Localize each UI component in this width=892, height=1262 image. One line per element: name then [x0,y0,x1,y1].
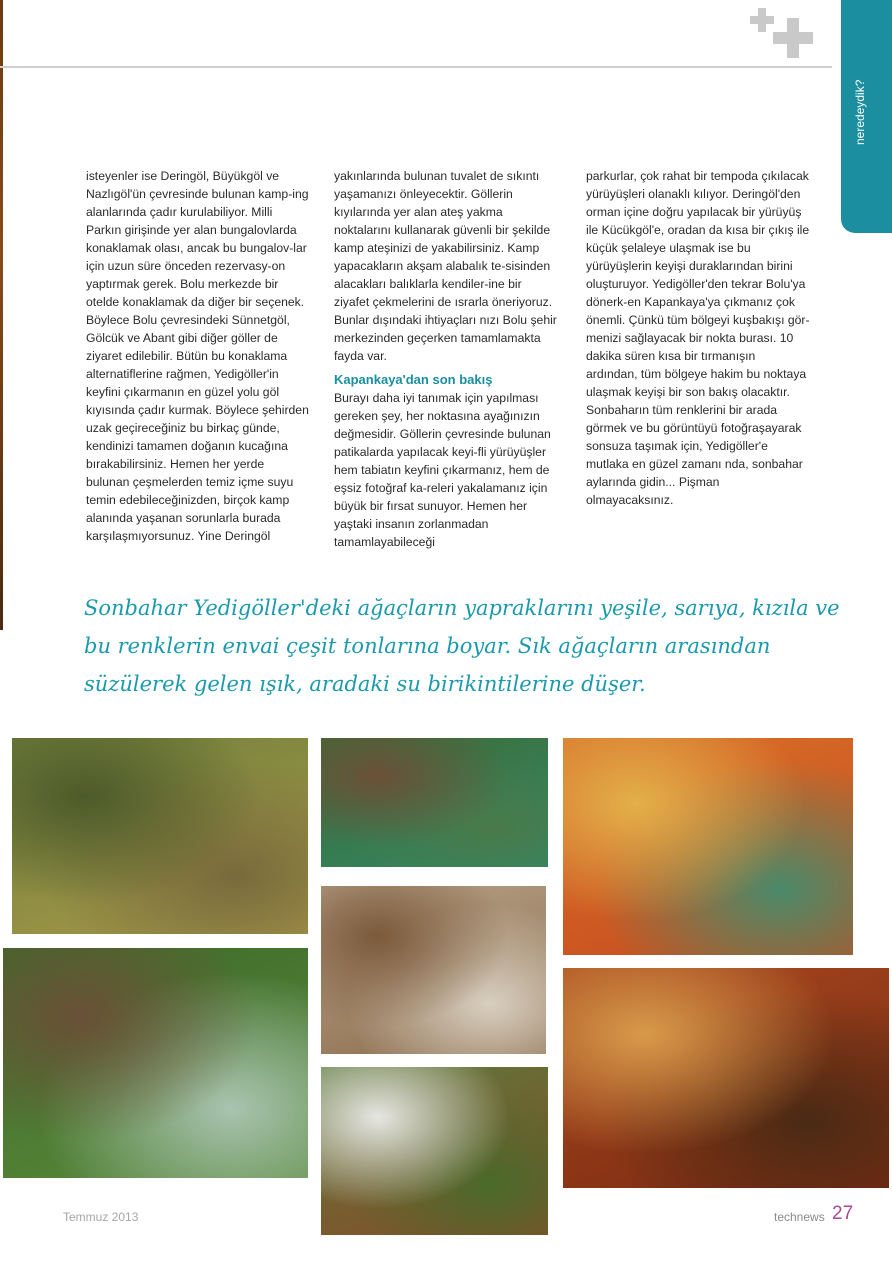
page-number: 27 [832,1203,854,1224]
photo-wooden-pier [321,738,548,867]
pull-quote: Sonbahar Yedigöller'deki ağaçların yapraklarını yeşile, sarıya, kızıla ve bu renklerin envai çeşit tonlarına boyar. Sık ağaçların arasından süzülerek gelen ışık, aradaki su birikintilerine düşer. [84,596,840,696]
photo-red-forest [563,968,889,1188]
photo-autumn-orange-lake [563,738,853,955]
left-edge-strip [0,0,3,630]
text-column-2 [334,167,558,551]
photo-lake-footbridge [12,738,308,934]
text-column-1 [86,167,310,545]
header-rule [0,66,832,68]
section-side-tab[interactable] [841,0,892,233]
section-heading: Kapankaya'dan son bakış [334,372,493,387]
side-tab-label: neredeydik? [853,79,867,145]
column-3-paragraph-1: parkurlar, çok rahat bir tempoda çıkılacak yürüyüşleri olanaklı kılıyor. Deringöl'den orman içine doğru yapılacak bir yürüyüş ile Kücükgöl'e, oradan da kısa bir çıkış ile küçük şelaleye ulaşmak ise bu yürüyüşlerin keyişi duraklarından birini oluşturuyor. Yedigöller'den tekrar Bolu'ya dönerk-en Kapankaya'ya çıkmanız çok önemli. Çünkü tüm bölgeyi kuşbakışı gör-menizi sağlayacak bir nokta burası. 10 dakika süren kısa bir tırmanışın ardından, tüm bölgeye hakim bu noktaya ulaşmak keyişi bir son bakış olacaktır. [586,169,810,399]
column-1-paragraph: isteyenler ise Deringöl, Büyükgöl ve Nazlıgöl'ün çevresinde bulunan kamp-ing alanlarında çadır kurulabiliyor. Milli Parkın girişinde yer alan bungalovlarda konaklamak olası, ancak bu bungalov-lar için uzun süre önceden rezervasy-on yaptırmak gerek. Bolu merkezde bir otelde konaklamak da diğer bir seçenek. Böylece Bolu çevresindeki Sünnetgöl, Gölcük ve Abant gibi diğer göller de ziyaret edilebilir. Bütün bu konaklama alternatiflerine rağmen, Yedigöller'in keyfini çıkarmanın en güzel yolu göl kıyısında çadır kurmak. Böylece şehirden uzak geçireceğiniz bu birkaç günde, kendinizi tamamen doğanın kucağına bırakabilirsiniz. Hemen her yerde bulunan çeşmelerden temiz içme suyu temin edebileceğinizden, birçok kamp alanında yaşanan sorunlarla burada karşılaşmıyorsunuz. Yine Deringöl [86,169,309,543]
footer-date: Temmuz 2013 [63,1210,139,1224]
column-3-paragraph-2: Sonbaharın tüm renklerini bir arada görmek ve bu görüntüyü fotoğraşayarak sonsuza taşımak için, Yedigöller'e mutlaka en güzel zamanı nda, sonbahar aylarında gidin... Pişman olmayacaksınız. [586,403,803,507]
footer-brand: technews [774,1210,825,1224]
photo-boardwalk-green [3,948,308,1178]
photo-cabins-forest [321,886,546,1054]
photo-clock-tower [321,1067,548,1235]
text-column-3 [586,167,810,509]
column-2-paragraph-2: Burayı daha iyi tanımak için yapılması gereken şey, her noktasına ayağınızın değmesidir. Göllerin çevresinde bulunan patikalarda yapılacak keyi-fli yürüyüşler hem tabiatın keyfini çıkarmanız, hem de eşsiz fotoğraf ka-releri yakalamanız için büyük bir fırsat sunuyor. Hemen her yaştaki insanın zorlanmadan tamamlayabileceği [334,391,551,549]
column-2-paragraph-1: yakınlarında bulunan tuvalet de sıkıntı yaşamanızı önleyecektir. Göllerin kıyılarında yer alan ateş yakma noktalarını kullanarak güvenli bir şekilde kamp ateşinizi de yakabilirsiniz. Kamp yapacakların akşam alabalık te-sisinden alacakları balıklarla kendiler-ine bir ziyafet çekmelerini de ısrarla öneriyoruz. Bunlar dışındaki ihtiyaçları nızı Bolu şehir merkezinden geçerken tamamlamakta fayda var. [334,169,557,363]
